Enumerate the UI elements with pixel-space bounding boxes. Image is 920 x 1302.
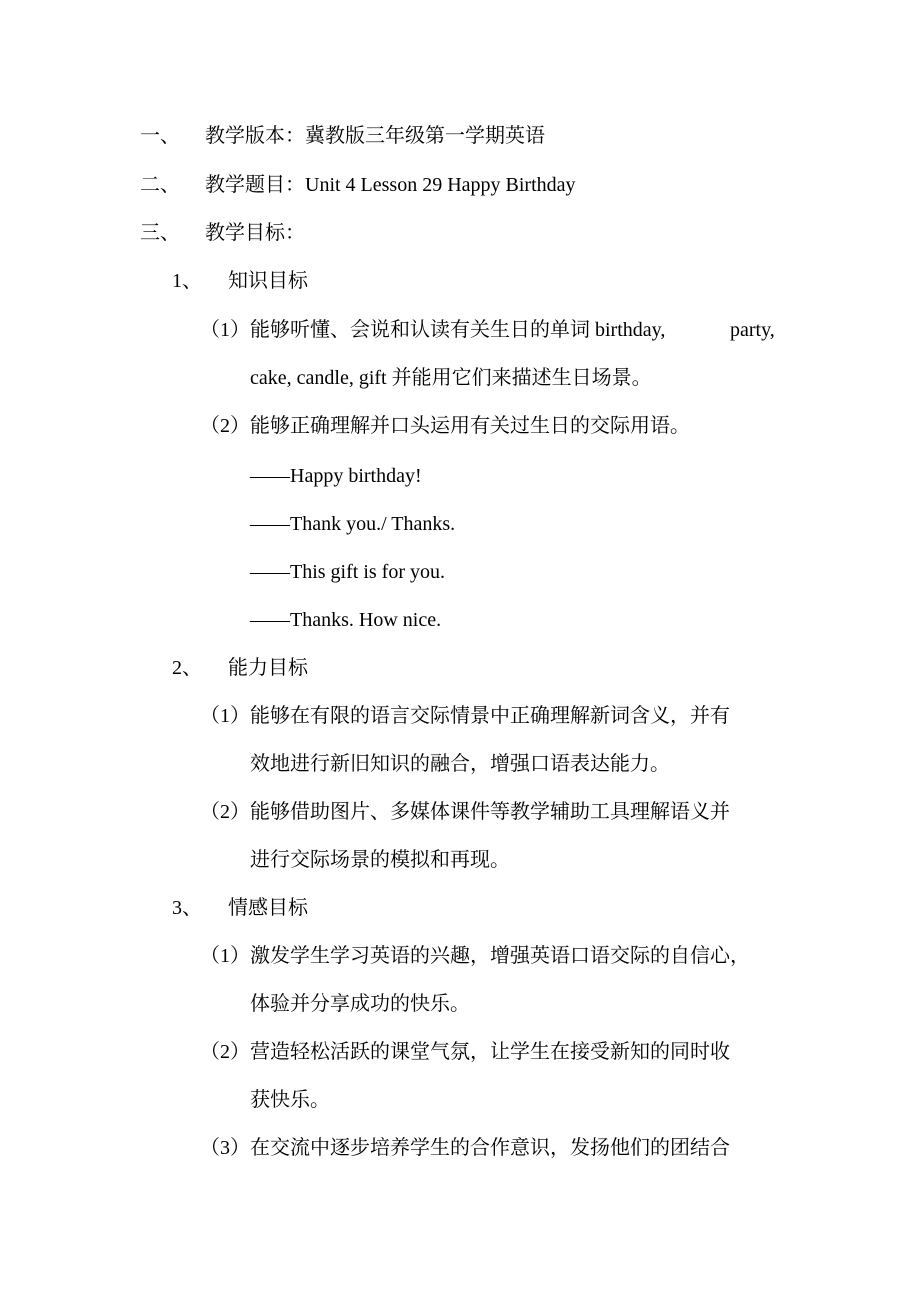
item-text: 获快乐。 <box>250 1089 330 1111</box>
goal-number: 1、 <box>172 270 202 292</box>
item-number: （1） <box>200 705 250 727</box>
item-text: 能够借助图片、多媒体课件等教学辅助工具理解语义并 <box>250 801 730 823</box>
section-text: 教学题目：Unit 4 Lesson 29 Happy Birthday <box>205 174 576 196</box>
item-number: （1） <box>200 319 250 341</box>
section-text: 教学目标： <box>205 222 305 244</box>
item-text: 效地进行新旧知识的融合，增强口语表达能力。 <box>250 753 670 775</box>
item-text: 在交流中逐步培养学生的合作意识，发扬他们的团结合 <box>250 1137 730 1159</box>
item-number: （2） <box>200 1041 250 1063</box>
dialog-line: ——Thank you./ Thanks. <box>250 513 456 535</box>
item-text: 体验并分享成功的快乐。 <box>250 993 470 1015</box>
goal-title: 能力目标 <box>228 657 308 679</box>
goal-number: 2、 <box>172 657 202 679</box>
item-text: 能够在有限的语言交际情景中正确理解新词含义，并有 <box>250 705 730 727</box>
item-text: 进行交际场景的模拟和再现。 <box>250 849 510 871</box>
item-text: 能够听懂、会说和认读有关生日的单词 birthday, <box>250 319 666 341</box>
item-number: （2） <box>200 801 250 823</box>
item-number: （1） <box>200 945 250 967</box>
section-number: 二、 <box>140 174 180 196</box>
goal-number: 3、 <box>172 897 202 919</box>
dialog-line: ——This gift is for you. <box>250 561 445 583</box>
item-text: 激发学生学习英语的兴趣，增强英语口语交际的自信心， <box>250 945 750 967</box>
dialog-line: ——Happy birthday! <box>250 465 422 487</box>
goal-title: 情感目标 <box>228 897 308 919</box>
section-number: 一、 <box>140 125 180 147</box>
item-text: party, <box>730 319 775 341</box>
dialog-line: ——Thanks. How nice. <box>250 609 442 631</box>
item-text: 能够正确理解并口头运用有关过生日的交际用语。 <box>250 415 690 437</box>
section-number: 三、 <box>140 222 180 244</box>
item-number: （2） <box>200 415 250 437</box>
item-number: （3） <box>200 1137 250 1159</box>
item-text: 营造轻松活跃的课堂气氛，让学生在接受新知的同时收 <box>250 1041 730 1063</box>
section-text: 教学版本：冀教版三年级第一学期英语 <box>205 125 545 147</box>
goal-title: 知识目标 <box>228 270 308 292</box>
item-text: cake, candle, gift 并能用它们来描述生日场景。 <box>250 367 652 389</box>
